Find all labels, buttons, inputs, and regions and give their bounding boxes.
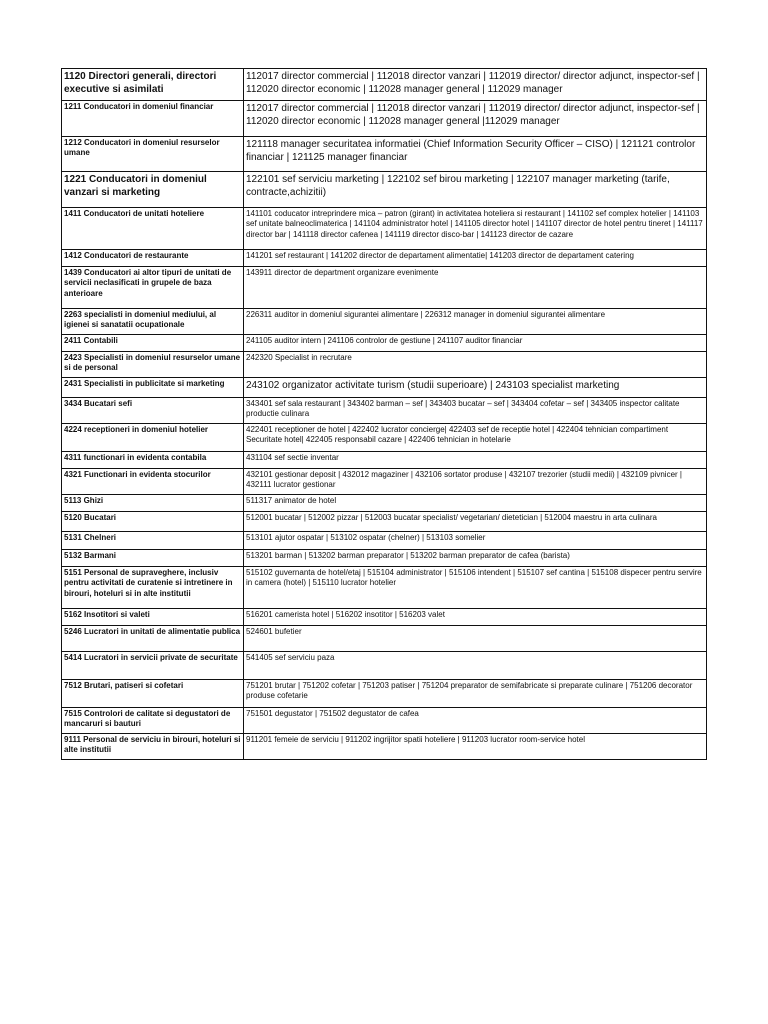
table-row — [62, 69, 707, 101]
occupation-group-cell: 3434 Bucatari sefi — [62, 398, 244, 424]
table-row — [62, 609, 707, 626]
table-row — [62, 398, 707, 424]
occupation-codes-cell: 751201 brutar | 751202 cofetar | 751203 patiser | 751204 preparator de semifabricate si preparate culinare | 751206 decorator produse cofetarie — [244, 680, 707, 708]
occupation-codes-cell: 121118 manager securitatea informatiei (Chief Information Security Officer – CISO) | 121121 controlor financiar | 121125 manager financiar — [244, 137, 707, 172]
occupation-codes-cell: 515102 guvernanta de hotel/etaj | 515104 administrator | 515106 intendent | 515107 sef cantina | 515108 dispecer pentru servire in camera (hotel) | 515110 lucrator hotelier — [244, 567, 707, 609]
occupation-group-cell: 2263 specialisti in domeniul mediului, al igienei si sanatatii ocupationale — [62, 309, 244, 335]
table-row — [62, 378, 707, 398]
occupation-group-cell: 5414 Lucratori in servicii private de securitate — [62, 652, 244, 680]
table-row — [62, 424, 707, 452]
occupation-codes-cell: 516201 camerista hotel | 516202 insotitor | 516203 valet — [244, 609, 707, 626]
table-row — [62, 495, 707, 512]
occupation-codes-cell: 512001 bucatar | 512002 pizzar | 512003 bucatar specialist/ vegetarian/ dietetician | 512004 maestru in arta culinara — [244, 512, 707, 532]
table-row — [62, 137, 707, 172]
occupation-codes-cell: 513201 barman | 513202 barman preparator | 513202 barman preparator de cafea (barista) — [244, 550, 707, 567]
table-row — [62, 512, 707, 532]
occupation-codes-cell: 141201 sef restaurant | 141202 director de departament alimentatie| 141203 director de departament catering — [244, 250, 707, 267]
table-row — [62, 452, 707, 469]
occupation-codes-cell: 432101 gestionar deposit | 432012 magaziner | 432106 sortator produse | 432107 trezorier (studii medii) | 432109 pivnicer | 432111 lucrator gestionar — [244, 469, 707, 495]
table-row — [62, 708, 707, 734]
table-row — [62, 532, 707, 550]
table-row — [62, 469, 707, 495]
occupation-group-cell: 1211 Conducatori in domeniul financiar — [62, 101, 244, 137]
occupation-group-cell: 4321 Functionari in evidenta stocurilor — [62, 469, 244, 495]
occupation-codes-cell: 541405 sef serviciu paza — [244, 652, 707, 680]
occupation-codes-cell: 122101 sef serviciu marketing | 122102 sef birou marketing | 122107 manager marketing (tarife, contracte,achizitii) — [244, 172, 707, 208]
occupation-group-cell: 2411 Contabili — [62, 335, 244, 352]
occupation-group-cell: 5131 Chelneri — [62, 532, 244, 550]
occupation-codes-cell: 241105 auditor intern | 241106 controlor de gestiune | 241107 auditor financiar — [244, 335, 707, 352]
occupation-codes-cell: 431104 sef sectie inventar — [244, 452, 707, 469]
table-row — [62, 250, 707, 267]
table-row — [62, 550, 707, 567]
occupation-group-cell: 7515 Controlori de calitate si degustatori de mancaruri si bauturi — [62, 708, 244, 734]
occupation-codes-cell: 511317 animator de hotel — [244, 495, 707, 512]
occupation-group-cell: 4311 functionari in evidenta contabila — [62, 452, 244, 469]
occupation-group-cell: 2423 Specialisti in domeniul resurselor umane si de personal — [62, 352, 244, 378]
occupation-group-cell: 5113 Ghizi — [62, 495, 244, 512]
occupation-codes-cell: 343401 sef sala restaurant | 343402 barman – sef | 343403 bucatar – sef | 343404 cofetar – sef | 343405 inspector calitate productie culinara — [244, 398, 707, 424]
table-row — [62, 626, 707, 652]
occupation-codes-cell: 422401 receptioner de hotel | 422402 lucrator concierge| 422403 sef de receptie hotel | 422404 tehnician compartiment Securitate hotel| 422405 responsabil cazare | 422406 tehnician in hotelarie — [244, 424, 707, 452]
occupation-group-cell: 5162 Insotitori si valeti — [62, 609, 244, 626]
occupation-codes-cell: 143911 director de department organizare evenimente — [244, 267, 707, 309]
table-row — [62, 335, 707, 352]
table-row — [62, 567, 707, 609]
occupation-codes-cell: 141101 coducator intreprindere mica – patron (girant) in activitatea hoteliera si restaurant | 141102 sef complex hotelier | 141103 sef unitate balneoclimaterica | 141104 administrator hotel | 141105 director hotel | 141107 director de hotel pentru tineret | 141117 director bar | 141118 director cafenea | 141119 director disco-bar | 141123 director de cazare — [244, 208, 707, 250]
table-row — [62, 267, 707, 309]
table-row — [62, 101, 707, 137]
occupation-codes-cell: 243102 organizator activitate turism (studii superioare) | 243103 specialist marketing — [244, 378, 707, 398]
occupation-group-cell: 4224 receptioneri in domeniul hotelier — [62, 424, 244, 452]
occupation-group-cell: 9111 Personal de serviciu in birouri, hoteluri si alte institutii — [62, 734, 244, 760]
occupation-group-cell: 5132 Barmani — [62, 550, 244, 567]
occupation-codes-cell: 112017 director commercial | 112018 director vanzari | 112019 director/ director adjunct, inspector-sef | 112020 director economic | 112028 manager general | 112029 manager — [244, 69, 707, 101]
occupation-codes-cell: 911201 femeie de serviciu | 911202 ingrijitor spatii hoteliere | 911203 lucrator room-service hotel — [244, 734, 707, 760]
occupation-codes-cell: 112017 director commercial | 112018 director vanzari | 112019 director/ director adjunct, inspector-sef | 112020 director economic | 112028 manager general |112029 manager — [244, 101, 707, 137]
occupation-group-cell: 1439 Conducatori ai altor tipuri de unitati de servicii neclasificati in grupele de baza anterioare — [62, 267, 244, 309]
occupation-group-cell: 1212 Conducatori in domeniul resurselor umane — [62, 137, 244, 172]
table-row — [62, 172, 707, 208]
table-row — [62, 680, 707, 708]
occupation-codes-cell: 226311 auditor in domeniul sigurantei alimentare | 226312 manager in domeniul sigurantei alimentare — [244, 309, 707, 335]
occupation-group-cell: 5151 Personal de supraveghere, inclusiv pentru activitati de curatenie si intretinere in birouri, hoteluri si in alte institutii — [62, 567, 244, 609]
occupation-group-cell: 7512 Brutari, patiseri si cofetari — [62, 680, 244, 708]
occupation-codes-cell: 242320 Specialist in recrutare — [244, 352, 707, 378]
occupation-codes-cell: 751501 degustator | 751502 degustator de cafea — [244, 708, 707, 734]
occupations-table — [61, 68, 707, 760]
table-row — [62, 352, 707, 378]
occupation-group-cell: 1221 Conducatori in domeniul vanzari si marketing — [62, 172, 244, 208]
table-row — [62, 734, 707, 760]
occupation-group-cell: 5120 Bucatari — [62, 512, 244, 532]
occupation-codes-cell: 513101 ajutor ospatar | 513102 ospatar (chelner) | 513103 somelier — [244, 532, 707, 550]
occupation-group-cell: 1411 Conducatori de unitati hoteliere — [62, 208, 244, 250]
occupation-group-cell: 1120 Directori generali, directori executive si asimilati — [62, 69, 244, 101]
table-row — [62, 309, 707, 335]
occupation-group-cell: 1412 Conducatori de restaurante — [62, 250, 244, 267]
occupation-group-cell: 5246 Lucratori in unitati de alimentatie publica — [62, 626, 244, 652]
table-row — [62, 652, 707, 680]
occupation-codes-cell: 524601 bufetier — [244, 626, 707, 652]
occupation-group-cell: 2431 Specialisti in publicitate si marketing — [62, 378, 244, 398]
table-row — [62, 208, 707, 250]
